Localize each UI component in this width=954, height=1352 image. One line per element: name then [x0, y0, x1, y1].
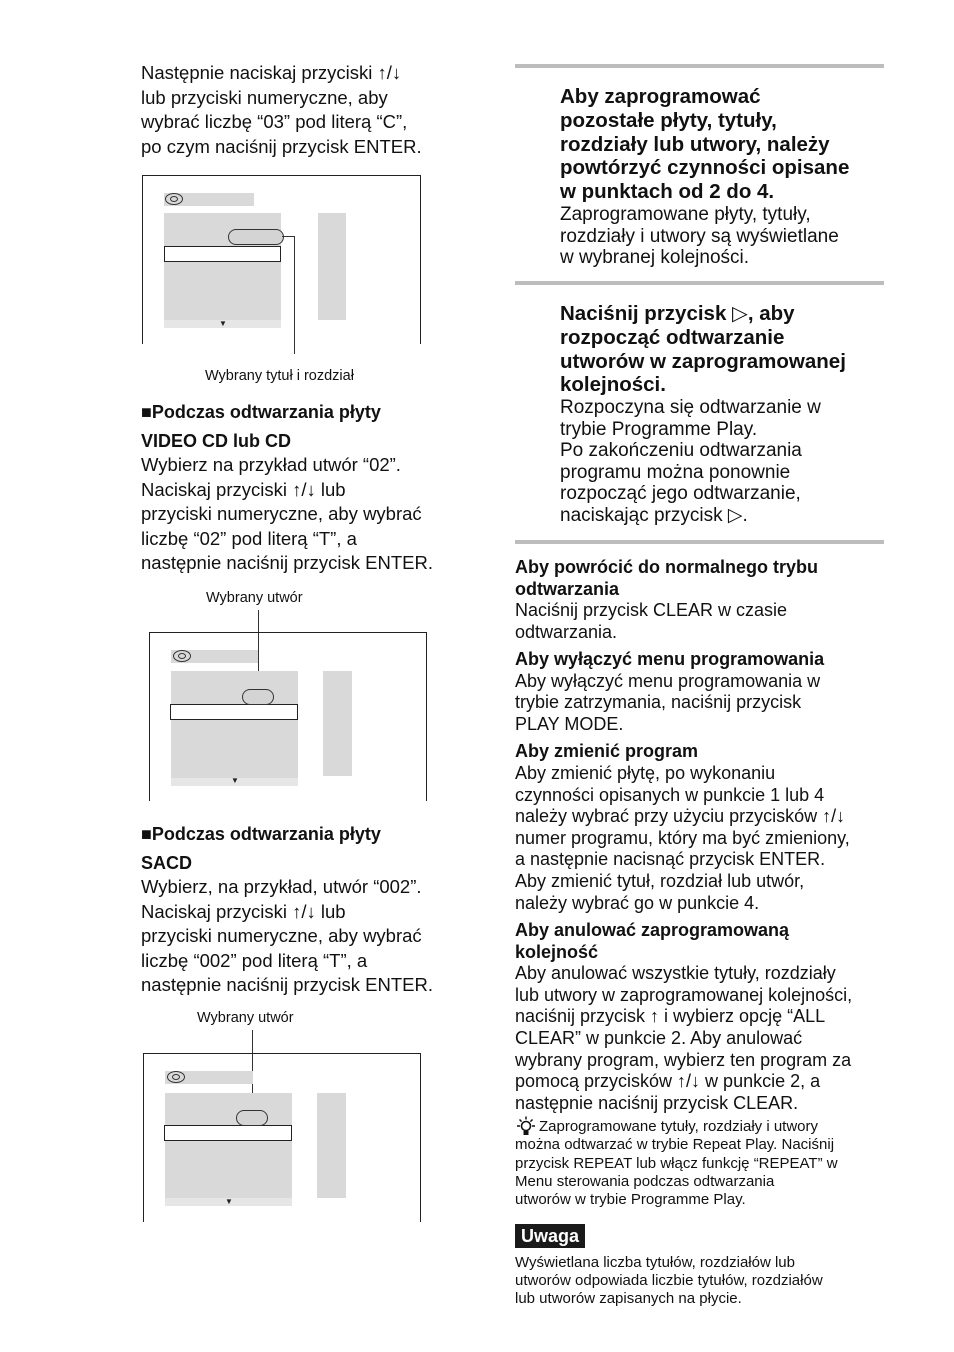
heading-line: pozostałe płyty, tytuły, [560, 108, 777, 132]
note-line: lub utworów zapisanych na płycie. [515, 1290, 742, 1308]
text-line: przyciski numeryczne, aby wybrać [141, 925, 422, 946]
sacd-body [141, 875, 481, 998]
step6-heading [560, 302, 890, 397]
heading-line: Aby zmienić program [515, 741, 699, 762]
section-heading-normal-mode [515, 557, 890, 600]
heading-line: kolejności. [560, 373, 666, 397]
text-line: odtwarzania. [515, 621, 618, 642]
text-line: Aby zmienić płytę, po wykonaniu [515, 762, 776, 783]
info-sections [515, 557, 890, 1209]
tip-line: utworów w trybie Programme Play. [515, 1191, 746, 1209]
text-line: Naciśnij przycisk CLEAR w czasie [515, 600, 788, 620]
note-line: Wyświetlana liczba tytułów, rozdziałów lub [515, 1254, 795, 1271]
text-line: liczbę “02” pod literą “T”, a [141, 527, 357, 549]
text-line: PLAY MODE. [515, 713, 624, 734]
text-line: następnie naciśnij przycisk ENTER. [141, 552, 433, 573]
text-line: Zaprogramowane płyty, tytuły, [560, 204, 811, 225]
text-line: a następnie nacisnąć przycisk ENTER. [515, 849, 826, 870]
disc-icon [173, 650, 191, 662]
selection-oval [228, 229, 284, 245]
intro-text [141, 61, 481, 159]
section-heading-change-program [515, 741, 890, 763]
text-line: następnie naciśnij przycisk ENTER. [141, 974, 433, 995]
text-line: Aby anulować wszystkie tytuły, rozdziały [515, 963, 836, 984]
text-line: Naciskaj przyciski ↑/↓ lub [141, 478, 346, 500]
text-line: Rozpoczyna się odtwarzanie w [560, 397, 821, 418]
heading-line: VIDEO CD lub CD [141, 431, 292, 451]
text-line: liczbę “002” pod literą “T”, a [141, 949, 368, 971]
text-line: trybie zatrzymania, naciśnij przycisk [515, 692, 802, 713]
scroll-down-icon: ▼ [219, 319, 227, 328]
heading-line: utworów w zaprogramowanej [560, 349, 846, 373]
text-line: rozdziały i utwory są wyświetlane [560, 225, 839, 247]
heading-line: ■Podczas odtwarzania płyty [141, 402, 381, 422]
text-line: Wybierz, na przykład, utwór “002”. [141, 876, 422, 897]
lightbulb-icon [515, 1116, 537, 1138]
heading-line: powtórzyć czynności opisane [560, 156, 850, 180]
scroll-down-icon: ▼ [225, 1197, 233, 1206]
text-line: Po zakończeniu odtwarzania [560, 440, 802, 461]
step5-body [560, 204, 890, 269]
heading-line: Aby zaprogramować [560, 85, 761, 108]
heading-line: SACD [141, 853, 193, 873]
text-line: należy wybrać przy użyciu przycisków ↑/↓ [515, 806, 846, 827]
text-line: pomocą przycisków ↑/↓ w punkcie 2, a [515, 1071, 821, 1092]
text-line: Aby zmienić tytuł, rozdział lub utwór, [515, 870, 805, 891]
selection-oval [236, 1110, 268, 1126]
step5-heading [560, 85, 890, 204]
section-body-change-program [515, 763, 890, 914]
text-line: Wybierz na przykład utwór “02”. [141, 454, 401, 475]
section-body-menu-off [515, 671, 890, 736]
note-line: utworów odpowiada liczbie tytułów, rozdziałów [515, 1272, 823, 1290]
text-line: w wybranej kolejności. [560, 247, 750, 268]
text-line: należy wybrać go w punkcie 4. [515, 892, 760, 913]
selected-row [164, 246, 281, 262]
text-line: Aby wyłączyć menu programowania w [515, 670, 821, 691]
caption-selected-track-1: Wybrany utwór [206, 590, 303, 606]
heading-line: rozdziały lub utwory, należy [560, 132, 830, 156]
text-line: Następnie naciskaj przyciski ↑/↓ [141, 62, 402, 83]
tip-line: przycisk REPEAT lub włącz funkcję “REPEAT” w [515, 1154, 838, 1172]
section-heading-menu-off [515, 649, 890, 671]
text-line: naciśnij przycisk ↑ i wybierz opcję “ALL [515, 1006, 826, 1027]
note-label: Uwaga [515, 1224, 585, 1248]
heading-line: Naciśnij przycisk ▷, aby [560, 302, 795, 325]
text-line: wybrać liczbę “03” pod literą “C”, [141, 111, 408, 132]
heading-line: Aby anulować zaprogramowaną [515, 920, 790, 941]
text-line: przyciski numeryczne, aby wybrać [141, 503, 422, 524]
divider [515, 540, 884, 544]
selected-row [170, 704, 298, 720]
step6-body [560, 397, 890, 526]
text-line: po czym naciśnij przycisk ENTER. [141, 135, 422, 157]
scroll-down-icon: ▼ [231, 776, 239, 785]
text-line: rozpocząć jego odtwarzanie, [560, 483, 801, 504]
text-line: lub utwory w zaprogramowanej kolejności, [515, 984, 853, 1005]
tip-line: Menu sterowania podczas odtwarzania [515, 1172, 775, 1190]
section-body-normal-mode [515, 600, 890, 643]
heading-line: odtwarzania [515, 578, 620, 599]
text-line: naciskając przycisk ▷. [560, 504, 748, 526]
tip-line: Zaprogramowane tytuły, rozdziały i utwory [539, 1118, 818, 1136]
disc-icon [167, 1071, 185, 1083]
text-line: numer programu, który ma być zmieniony, [515, 827, 850, 848]
text-line: lub przyciski numeryczne, aby [141, 86, 388, 108]
tip-line: można odtwarzać w trybie Repeat Play. Naciśnij [515, 1136, 835, 1154]
caption-selected-title-chapter: Wybrany tytuł i rozdział [205, 368, 354, 384]
text-line: wybrany program, wybierz ten program za [515, 1049, 852, 1070]
vcd-body [141, 453, 481, 576]
heading-line: w punktach od 2 do 4. [560, 180, 775, 204]
heading-line: rozpocząć odtwarzanie [560, 325, 785, 349]
disc-icon [165, 193, 183, 205]
section-heading-cancel [515, 920, 890, 963]
heading-line: kolejność [515, 941, 599, 962]
text-line: programu można ponownie [560, 461, 791, 483]
vcd-heading [141, 398, 381, 456]
caption-selected-track-2: Wybrany utwór [197, 1010, 294, 1026]
text-line: czynności opisanych w punkcie 1 lub 4 [515, 784, 825, 805]
divider [515, 281, 884, 285]
divider [515, 64, 884, 68]
note-text [515, 1254, 890, 1309]
selected-row [164, 1125, 292, 1141]
sacd-heading [141, 820, 381, 878]
text-line: Naciskaj przyciski ↑/↓ lub [141, 900, 346, 922]
text-line: następnie naciśnij przycisk CLEAR. [515, 1092, 799, 1113]
heading-line: ■Podczas odtwarzania płyty [141, 824, 381, 844]
section-body-cancel [515, 963, 890, 1114]
tip-block [515, 1118, 890, 1209]
heading-line: Aby powrócić do normalnego trybu [515, 557, 819, 577]
selection-oval [242, 689, 274, 705]
text-line: CLEAR” w punkcie 2. Aby anulować [515, 1027, 803, 1048]
heading-line: Aby wyłączyć menu programowania [515, 649, 825, 670]
text-line: trybie Programme Play. [560, 418, 758, 440]
